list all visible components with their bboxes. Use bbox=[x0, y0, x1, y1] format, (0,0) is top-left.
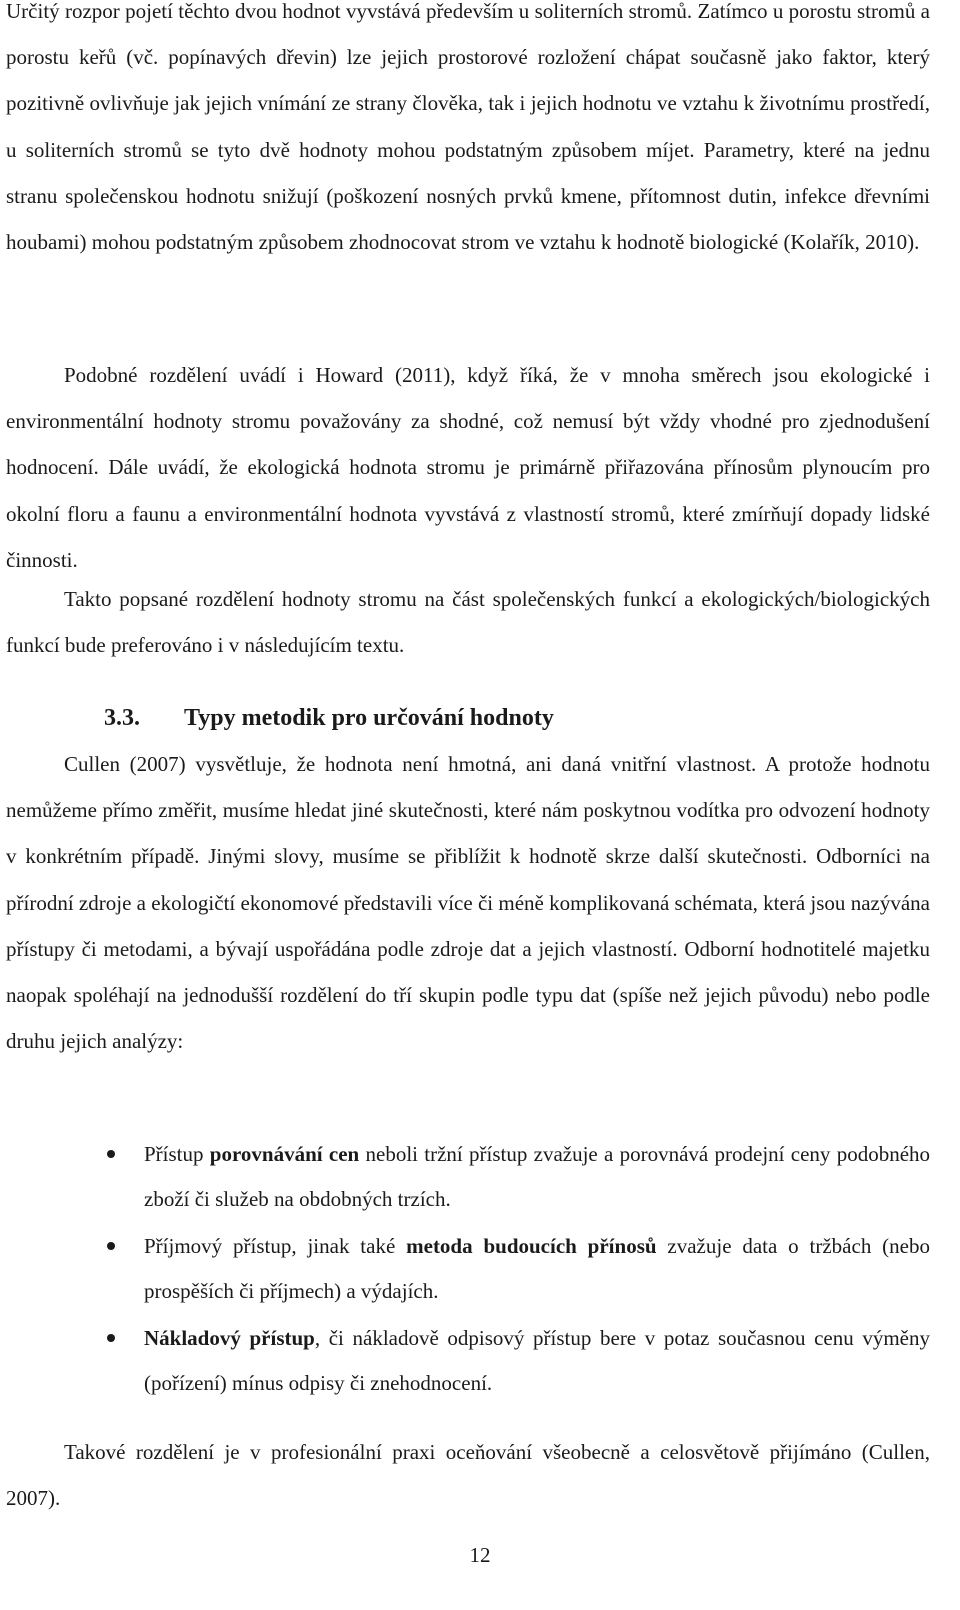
page-number: 12 bbox=[469, 1543, 491, 1567]
paragraph-takto-popsane: Takto popsané rozdělení hodnoty stromu na část společenských funkcí a ekologických/biologických funkcí bude preferováno i v následujícím textu. bbox=[6, 587, 930, 658]
list-item bbox=[144, 1316, 930, 1406]
bullet-icon bbox=[107, 1150, 115, 1158]
list-item-text: zvažuje data o tržbách (nebo prospěších či příjmech) a výdajích. bbox=[144, 1234, 930, 1303]
list-item-bold: porovnávání cen bbox=[209, 1142, 360, 1166]
paragraph-final: Takové rozdělení je v profesionální praxi oceňování všeobecně a celosvětově přijímáno (Cullen, 2007). bbox=[6, 1440, 930, 1511]
paragraph-soliterni-stromy: Určitý rozpor pojetí těchto dvou hodnot vyvstává především u soliterních stromů. Zatímco u porostu stromů a porostu keřů (vč. popínavých dřevin) lze jejich prostorové rozložení chápat současně jako faktor, který pozitivně ovlivňuje jak jejich vnímání ze strany člověka, tak i jejich hodnotu ve vztahu k životnímu prostředí, u soliterních stromů se tyto dvě hodnoty mohou podstatným způsobem míjet. Parametry, které na jednu stranu společenskou hodnotu snižují (poškození nosných prvků kmene, přítomnost dutin, infekce dřevními houbami) mohou podstatným způsobem zhodnocovat strom ve vztahu k hodnotě biologické (Kolařík, 2010). bbox=[6, 0, 930, 255]
list-item-text: Příjmový přístup, jinak také bbox=[144, 1234, 407, 1258]
list-item-text: , či nákladově odpisový přístup bere v potaz současnou cenu výměny (pořízení) mínus odpisy či znehodnocení. bbox=[144, 1326, 931, 1395]
section-heading bbox=[104, 700, 554, 736]
list-item bbox=[144, 1132, 930, 1222]
list-item-bold: Nákladový přístup bbox=[144, 1326, 315, 1350]
list-item bbox=[144, 1224, 930, 1314]
section-number: 3.3. bbox=[104, 705, 140, 731]
bullet-icon bbox=[107, 1242, 115, 1250]
bullet-icon bbox=[107, 1334, 115, 1342]
paragraph-howard: Podobné rozdělení uvádí i Howard (2011), když říká, že v mnoha směrech jsou ekologické i environmentální hodnoty stromu považovány za shodné, což nemusí být vždy vhodné pro zjednodušení hodnocení. Dále uvádí, že ekologická hodnota stromu je primárně přiřazována přínosům plynoucím pro okolní floru a faunu a environmentální hodnota vyvstává z vlastností stromů, které zmírňují dopady lidské činnosti. bbox=[6, 363, 930, 572]
list-item-text: neboli tržní přístup zvažuje a porovnává prodejní ceny podobného zboží či služeb na obdobných trzích. bbox=[144, 1142, 931, 1211]
section-title: Typy metodik pro určování hodnoty bbox=[184, 705, 554, 731]
list-item-text: Přístup bbox=[144, 1142, 210, 1166]
list-item-bold: metoda budoucích přínosů bbox=[406, 1234, 657, 1258]
paragraph-cullen: Cullen (2007) vysvětluje, že hodnota není hmotná, ani daná vnitřní vlastnost. A protože hodnotu nemůžeme přímo změřit, musíme hledat jiné skutečnosti, které nám poskytnou vodítka pro odvození hodnoty v konkrétním případě. Jinými slovy, musíme se přiblížit k hodnotě skrze další skutečnosti. Odborníci na přírodní zdroje a ekologičtí ekonomové představili více či méně komplikovaná schémata, která jsou nazývána přístupy či metodami, a bývají uspořádána podle zdroje dat a jejich vlastností. Odborní hodnotitelé majetku naopak spoléhají na jednodušší rozdělení do tří skupin podle typu dat (spíše než jejich původu) nebo podle druhu jejich analýzy: bbox=[6, 752, 930, 1054]
